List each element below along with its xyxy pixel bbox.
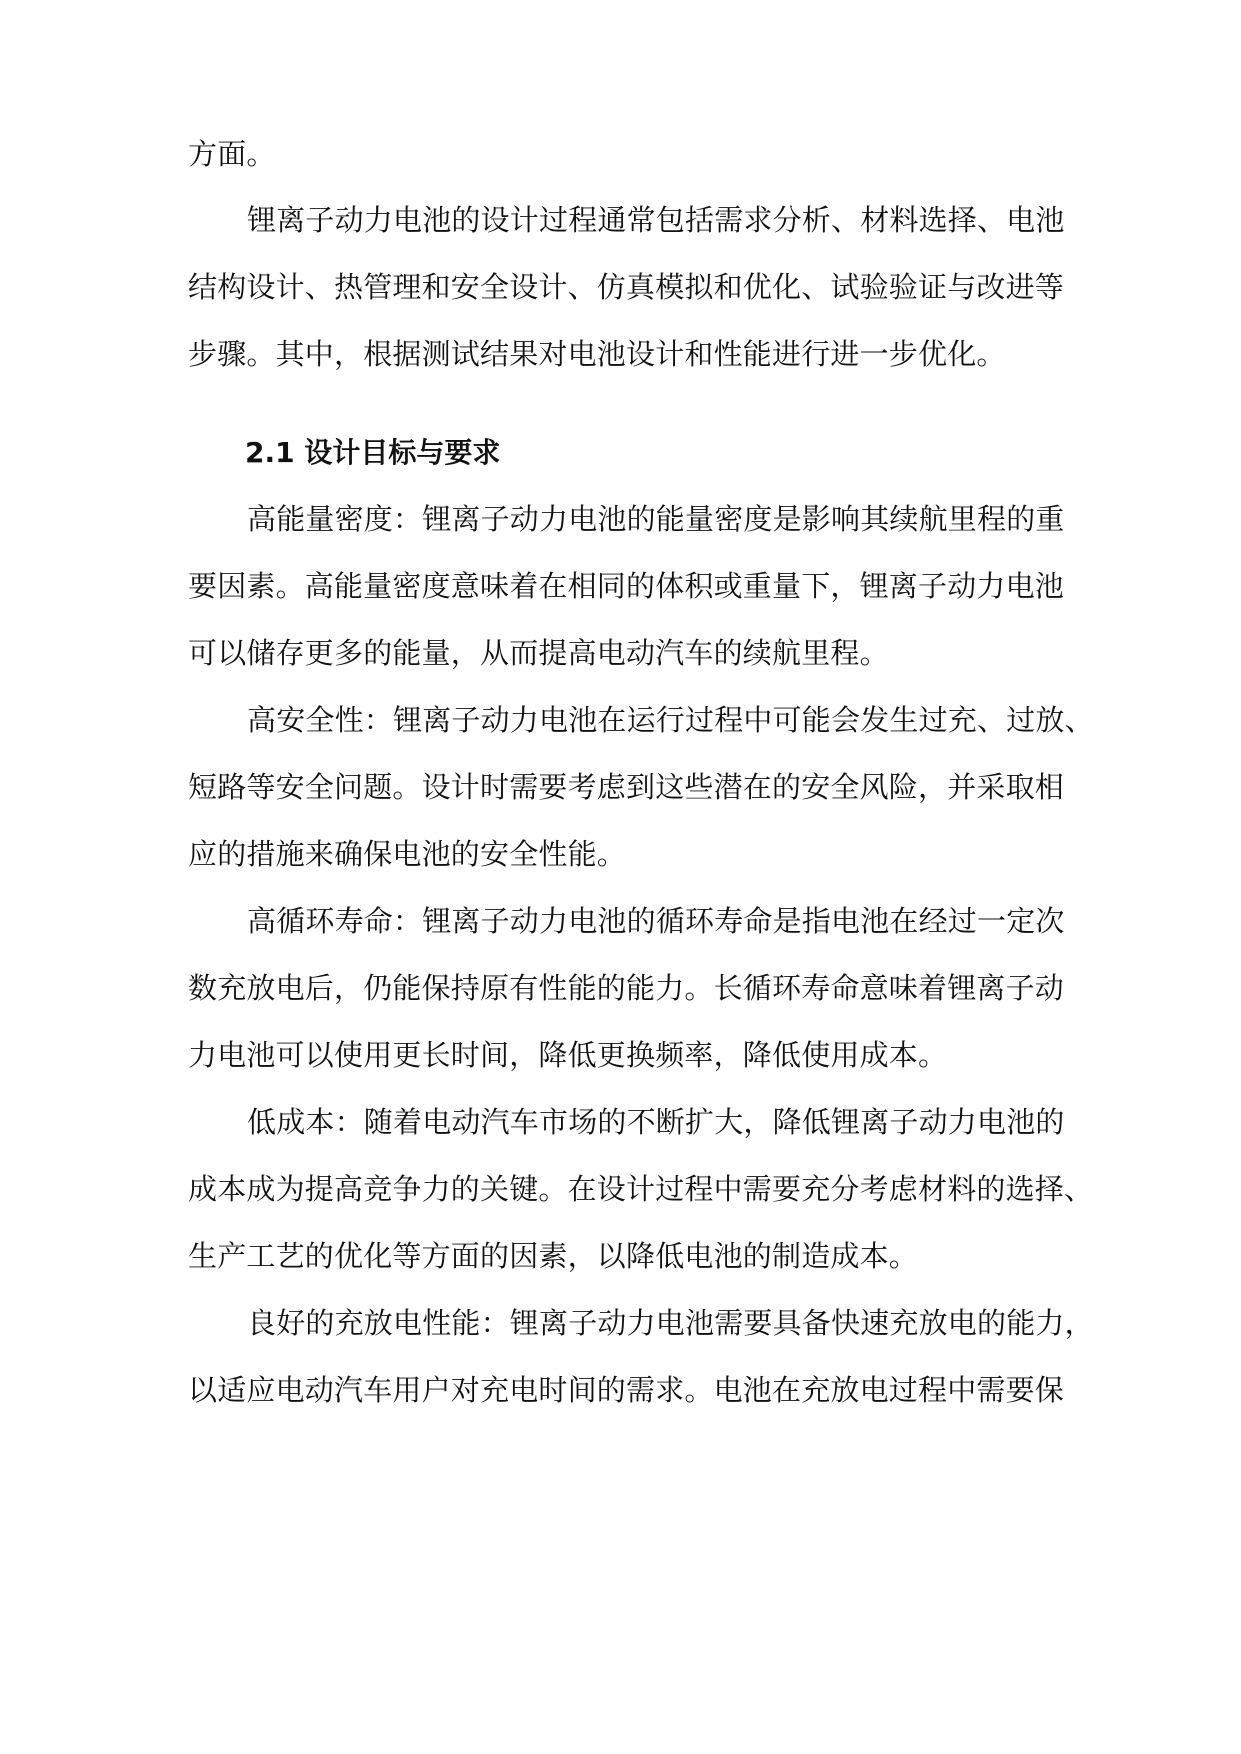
section-heading: 2.1 设计目标与要求 xyxy=(245,436,501,469)
text-line: 高能量密度：锂离子动力电池的能量密度是影响其续航里程的重 xyxy=(247,502,1065,536)
text-line: 数充放电后，仍能保持原有性能的能力。长循环寿命意味着锂离子动 xyxy=(188,971,1065,1005)
text-line: 以适应电动汽车用户对充电时间的需求。电池在充放电过程中需要保 xyxy=(188,1373,1065,1407)
text-line: 方面。 xyxy=(188,137,276,171)
text-line: 短路等安全问题。设计时需要考虑到这些潜在的安全风险，并采取相 xyxy=(188,770,1065,804)
text-line: 高安全性：锂离子动力电池在运行过程中可能会发生过充、过放、 xyxy=(247,703,1094,737)
text-line: 可以储存更多的能量，从而提高电动汽车的续航里程。 xyxy=(188,636,889,670)
text-line: 结构设计、热管理和安全设计、仿真模拟和优化、试验验证与改进等 xyxy=(188,270,1065,304)
text-line: 高循环寿命：锂离子动力电池的循环寿命是指电池在经过一定次 xyxy=(247,904,1065,938)
text-line: 锂离子动力电池的设计过程通常包括需求分析、材料选择、电池 xyxy=(247,203,1065,237)
text-line: 要因素。高能量密度意味着在相同的体积或重量下，锂离子动力电池 xyxy=(188,569,1065,603)
text-line: 力电池可以使用更长时间，降低更换频率，降低使用成本。 xyxy=(188,1038,948,1072)
text-line: 生产工艺的优化等方面的因素，以降低电池的制造成本。 xyxy=(188,1239,919,1273)
text-line: 低成本：随着电动汽车市场的不断扩大，降低锂离子动力电池的 xyxy=(247,1105,1065,1139)
text-line: 应的措施来确保电池的安全性能。 xyxy=(188,837,627,871)
text-line: 成本成为提高竞争力的关键。在设计过程中需要充分考虑材料的选择、 xyxy=(188,1172,1094,1206)
text-line: 步骤。其中，根据测试结果对电池设计和性能进行进一步优化。 xyxy=(188,337,1006,371)
text-line: 良好的充放电性能：锂离子动力电池需要具备快速充放电的能力， xyxy=(247,1306,1094,1340)
